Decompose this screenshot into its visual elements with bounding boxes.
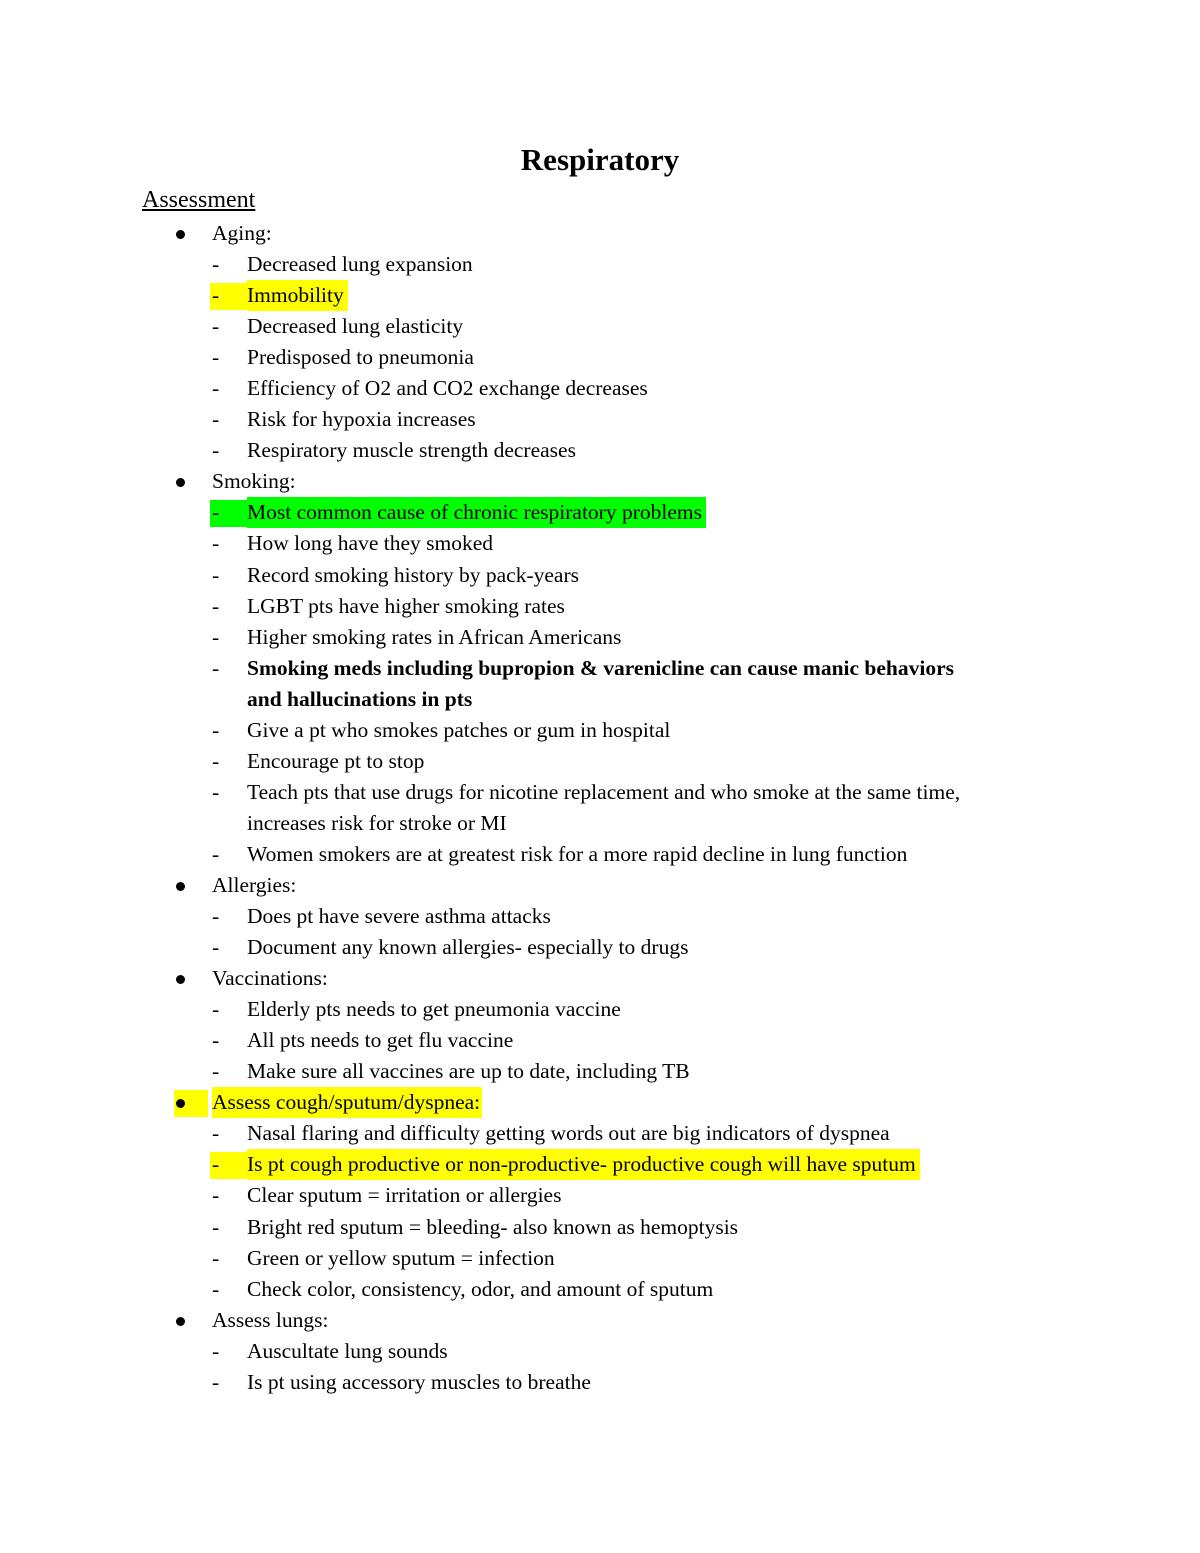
dash-marker: - [212, 1276, 220, 1301]
list-item-text: Nasal flaring and difficulty getting words out are big indicators of dyspnea [247, 1121, 890, 1146]
list-item-text: Efficiency of O2 and CO2 exchange decreases [247, 376, 648, 401]
dash-marker: - [212, 531, 220, 556]
list-item-text: Elderly pts needs to get pneumonia vaccine [247, 997, 621, 1022]
list-item [0, 560, 1200, 591]
list-item [0, 932, 1200, 963]
bullet-heading-text: Smoking: [212, 469, 296, 494]
list-item-text: Smoking meds including bupropion & varenicline can cause manic behaviors [247, 655, 955, 680]
dash-marker: - [212, 1214, 220, 1239]
list-item-text: Women smokers are at greatest risk for a more rapid decline in lung function [247, 841, 908, 866]
list-item [0, 746, 1200, 777]
section-heading: Assessment [142, 187, 256, 213]
bullet-icon [176, 882, 185, 891]
dash-marker: - [212, 407, 220, 432]
list-item-text: Is pt using accessory muscles to breathe [247, 1369, 591, 1394]
list-item-text: Green or yellow sputum = infection [247, 1245, 555, 1270]
dash-marker: - [212, 1338, 220, 1363]
list-item-text: Risk for hypoxia increases [247, 407, 476, 432]
list-item-text: Most common cause of chronic respiratory problems [247, 497, 706, 528]
list-item [0, 1118, 1200, 1149]
list-item-text: Check color, consistency, odor, and amount of sputum [247, 1276, 714, 1301]
dash-marker: - [212, 1028, 220, 1053]
bullet-heading-text: Vaccinations: [212, 966, 328, 991]
list-item-text: Decreased lung expansion [247, 252, 473, 277]
list-item-text: Higher smoking rates in African Americans [247, 624, 622, 649]
list-item [0, 1274, 1200, 1305]
list-item [0, 1243, 1200, 1274]
bullet-heading-text: Aging: [212, 221, 272, 245]
list-item-text: LGBT pts have higher smoking rates [247, 593, 565, 618]
dash-marker: - [212, 345, 220, 370]
list-item [0, 280, 1200, 311]
list-item-text: How long have they smoked [247, 531, 494, 556]
list-item-text: Document any known allergies- especially to drugs [247, 935, 689, 960]
bullet-heading [0, 1305, 1200, 1336]
bullet-heading [0, 466, 1200, 497]
bullet-icon [176, 478, 185, 487]
list-item-text: Auscultate lung sounds [247, 1338, 448, 1363]
list-item-text: Immobility [247, 280, 348, 311]
dash-marker: - [212, 1245, 220, 1270]
bullet-heading-text: Allergies: [212, 872, 297, 897]
dash-marker: - [212, 655, 220, 680]
list-item [0, 249, 1200, 280]
list-item-text: Teach pts that use drugs for nicotine replacement and who smoke at the same time, [247, 779, 961, 804]
list-item-text: Record smoking history by pack-years [247, 562, 579, 587]
list-item [0, 1212, 1200, 1243]
dash-marker: - [212, 1369, 220, 1394]
list-item-text: and hallucinations in pts [247, 686, 473, 711]
dash-marker: - [212, 376, 220, 401]
dash-marker: - [212, 841, 220, 866]
list-item [0, 994, 1200, 1025]
dash-marker: - [212, 500, 220, 525]
bullet-heading [0, 218, 1200, 249]
list-item-continuation [0, 684, 1200, 715]
dash-marker: - [212, 1121, 220, 1146]
list-item-text: Bright red sputum = bleeding- also known as hemoptysis [247, 1214, 739, 1239]
list-item [0, 777, 1200, 808]
list-item [0, 1367, 1200, 1398]
bullet-heading [0, 1087, 1200, 1118]
list-item-text: Does pt have severe asthma attacks [247, 904, 551, 929]
page-title: Respiratory [520, 142, 680, 177]
dash-marker: - [212, 779, 220, 804]
list-item-text: increases risk for stroke or MI [247, 810, 507, 835]
list-item-text: Respiratory muscle strength decreases [247, 438, 576, 463]
list-item [0, 497, 1200, 528]
list-item [0, 622, 1200, 653]
list-item-text: Encourage pt to stop [247, 748, 425, 773]
list-item-text: Clear sputum = irritation or allergies [247, 1183, 562, 1208]
dash-marker: - [212, 438, 220, 463]
dash-marker: - [212, 283, 220, 308]
dash-marker: - [212, 624, 220, 649]
list-item [0, 1149, 1200, 1180]
dash-marker: - [212, 997, 220, 1022]
dash-marker: - [212, 935, 220, 960]
bullet-icon [176, 975, 185, 984]
list-item [0, 715, 1200, 746]
dash-marker: - [212, 1152, 220, 1177]
list-item [0, 311, 1200, 342]
bullet-heading-text: Assess lungs: [212, 1307, 329, 1332]
notes-list [0, 218, 1200, 1398]
list-item [0, 1025, 1200, 1056]
dash-marker: - [212, 748, 220, 773]
list-item-text: Give a pt who smokes patches or gum in hospital [247, 717, 671, 742]
list-item-continuation [0, 808, 1200, 839]
list-item-text: Decreased lung elasticity [247, 314, 464, 339]
list-item [0, 528, 1200, 559]
list-item [0, 435, 1200, 466]
list-item [0, 1056, 1200, 1087]
dash-marker: - [212, 904, 220, 929]
list-item [0, 1336, 1200, 1367]
list-item-text: Predisposed to pneumonia [247, 345, 474, 370]
list-item-text: All pts needs to get flu vaccine [247, 1028, 514, 1053]
dash-marker: - [212, 1183, 220, 1208]
list-item [0, 653, 1200, 684]
list-item [0, 591, 1200, 622]
dash-marker: - [212, 1059, 220, 1084]
list-item [0, 373, 1200, 404]
list-item [0, 404, 1200, 435]
list-item [0, 839, 1200, 870]
bullet-icon [176, 230, 185, 239]
list-item [0, 901, 1200, 932]
bullet-heading [0, 870, 1200, 901]
dash-marker: - [212, 252, 220, 277]
bullet-heading-text: Assess cough/sputum/dyspnea: [212, 1087, 482, 1118]
list-item [0, 342, 1200, 373]
dash-marker: - [212, 562, 220, 587]
list-item [0, 1180, 1200, 1211]
list-item-text: Make sure all vaccines are up to date, including TB [247, 1059, 690, 1084]
dash-marker: - [212, 717, 220, 742]
bullet-icon [176, 1317, 185, 1326]
list-item-text: Is pt cough productive or non-productive- productive cough will have sputum [247, 1149, 920, 1180]
bullet-heading [0, 963, 1200, 994]
dash-marker: - [212, 593, 220, 618]
dash-marker: - [212, 314, 220, 339]
